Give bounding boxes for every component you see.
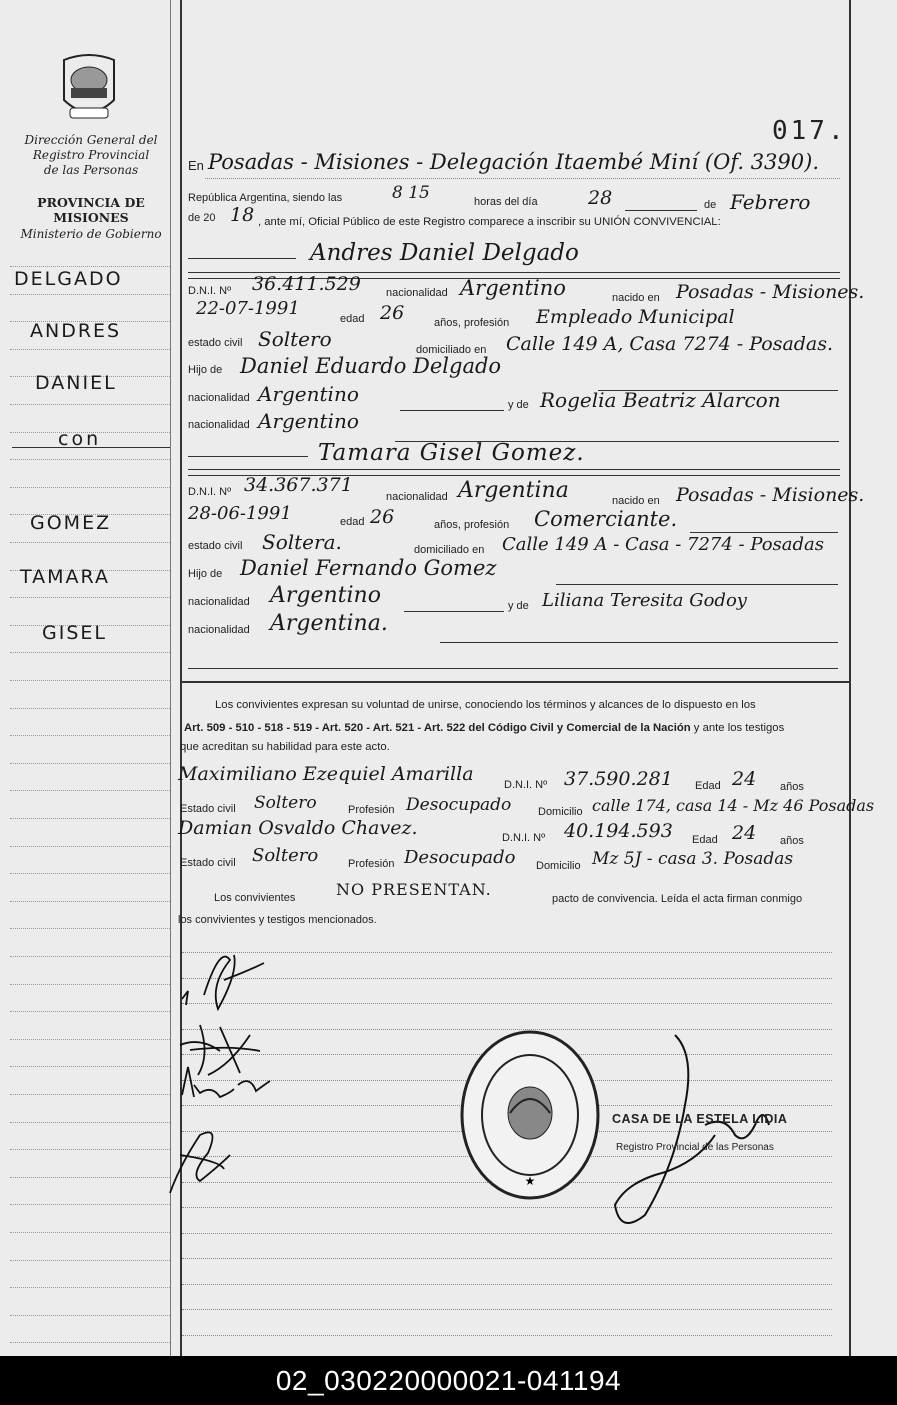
org-line-1: Dirección General del: [24, 133, 158, 147]
person1-father: Daniel Eduardo Delgado: [240, 354, 502, 378]
margin-ruled-line: [10, 956, 170, 957]
person1-mother: Rogelia Beatriz Alarcon: [540, 388, 781, 412]
margin-surname-2: GOMEZ: [30, 512, 112, 534]
margin-ruled-line: [10, 1094, 170, 1095]
margin-ruled-line: [10, 459, 170, 460]
province-name: [10, 195, 172, 225]
profession2-line: [690, 532, 838, 533]
person2-father: Daniel Fernando Gomez: [240, 556, 497, 580]
declaration-line-2: [184, 722, 784, 734]
p1-civil-label: estado civil: [188, 337, 243, 349]
margin-ruled-line: [10, 1260, 170, 1261]
body-ruled-line: [182, 1335, 832, 1336]
margin-ruled-line: [10, 597, 170, 598]
declaration-line-2-rest: y ante los testigos: [690, 722, 785, 734]
margin-firstname-1: ANDRES: [30, 320, 122, 342]
p2-dni-label: D.N.I. Nº: [188, 486, 232, 498]
father2-nat-line: [404, 611, 504, 612]
republica-label: República Argentina, siendo las: [188, 192, 343, 204]
p1-nat-label: nacionalidad: [386, 287, 448, 299]
p2-yde-label: y de: [508, 600, 529, 612]
margin-ruled-line: [10, 487, 170, 488]
witness2-address: Mz 5J - casa 3. Posadas: [592, 849, 794, 869]
registration-month: Febrero: [730, 190, 811, 214]
witness2-dni: 40.194.593: [564, 820, 673, 842]
officer-title: Registro Provincial de las Personas: [616, 1142, 774, 1153]
person1-address: Calle 149 A, Casa 7274 - Posadas.: [506, 333, 834, 355]
org-name: [10, 133, 172, 178]
en-label: En: [188, 158, 204, 173]
svg-text:★: ★: [524, 1174, 536, 1188]
w2-edad-label: Edad: [692, 834, 718, 846]
witness2-name: Damian Osvaldo Chavez.: [178, 817, 418, 839]
witness2-civil-status: Soltero: [252, 845, 319, 866]
witness1-dni: 37.590.281: [564, 768, 673, 790]
ministry-name: Ministerio de Gobierno: [20, 227, 162, 241]
margin-ruled-line: [10, 1342, 170, 1343]
registration-hour: 8 15: [392, 183, 430, 203]
person2-mother: Liliana Teresita Godoy: [542, 590, 747, 611]
p2-father-nat-label: nacionalidad: [188, 596, 250, 608]
margin-ruled-line: [10, 846, 170, 847]
person2-mother-nationality: Argentina.: [270, 611, 388, 636]
person1-birthdate: 22-07-1991: [196, 298, 300, 319]
person2-age: 26: [370, 506, 395, 528]
margin-ruled-line: [10, 1177, 170, 1178]
p1-hijo-label: Hijo de: [188, 364, 223, 376]
margin-ruled-line: [10, 1287, 170, 1288]
margin-ruled-line: [10, 1204, 170, 1205]
person2-profession: Comerciante.: [534, 507, 678, 531]
margin-ruled-line: [10, 708, 170, 709]
father1-nat-line: [400, 410, 504, 411]
province-line-1: PROVINCIA DE: [37, 195, 145, 210]
margin-ruled-line: [10, 1315, 170, 1316]
margin-conjunction: con: [58, 428, 102, 450]
witness2-profession: Desocupado: [404, 847, 516, 868]
p1-dni-label: D.N.I. Nº: [188, 285, 232, 297]
body-ruled-line: [182, 1258, 832, 1259]
name1-left-line: [188, 258, 296, 259]
margin-ruled-line: [10, 928, 170, 929]
margin-ruled-line: [10, 680, 170, 681]
declaration-line-1: Los convivientes expresan su voluntad de unirse, conociendo los términos y alcances de lo dispuesto en los: [215, 699, 756, 711]
horas-label: horas del día: [474, 196, 538, 208]
margin-ruled-line: [10, 1149, 170, 1150]
person2-end-line: [188, 668, 838, 669]
margin-ruled-line: [10, 1232, 170, 1233]
margin-middlename-2: GISEL: [42, 622, 107, 644]
w1-edad-label: Edad: [695, 780, 721, 792]
registration-place: Posadas - Misiones - Delegación Itaembé Miní (Of. 3390).: [208, 150, 819, 174]
provincial-emblem-icon: [58, 50, 120, 126]
name2-underline: [188, 469, 840, 470]
w2-dni-label: D.N.I. Nº: [502, 832, 546, 844]
w1-dni-label: D.N.I. Nº: [504, 779, 548, 791]
p2-nat-label: nacionalidad: [386, 491, 448, 503]
p2-prof-label: años, profesión: [434, 519, 510, 531]
witness1-address: calle 174, casa 14 - Mz 46 Posadas: [592, 796, 875, 815]
officer-name: CASA DE LA ESTELA LIDIA: [612, 1112, 788, 1126]
margin-ruled-line: [10, 404, 170, 405]
person1-mother-nationality: Argentino: [258, 409, 359, 433]
margin-ruled-line: [10, 818, 170, 819]
p2-edad-label: edad: [340, 516, 365, 528]
w2-civil-label: Estado civil: [180, 857, 236, 869]
p1-dom-label: domiciliado en: [416, 344, 487, 356]
margin-ruled-line: [10, 873, 170, 874]
registration-year: 18: [230, 204, 255, 226]
person2-birthplace: Posadas - Misiones.: [676, 484, 865, 506]
w1-civil-label: Estado civil: [180, 803, 236, 815]
w2-dom-label: Domicilio: [536, 860, 581, 872]
name2-left-line: [188, 456, 308, 457]
de-label: de: [704, 199, 717, 211]
p2-born-label: nacido en: [612, 495, 660, 507]
p1-mother-nat-label: nacionalidad: [188, 419, 250, 431]
pact-status: NO PRESENTAN.: [336, 880, 492, 899]
margin-ruled-line: [10, 266, 170, 267]
province-line-2: MISIONES: [53, 210, 129, 225]
declaration-line-3: que acreditan su habilidad para este acto.: [180, 741, 390, 753]
document-id-bar: [0, 1356, 897, 1405]
p1-born-label: nacido en: [612, 292, 660, 304]
margin-separator: [12, 447, 170, 448]
person1-nationality: Argentino: [460, 276, 566, 300]
p2-civil-label: estado civil: [188, 540, 243, 552]
pact-prefix: Los convivientes: [214, 892, 296, 904]
person2-dni: 34.367.371: [244, 474, 353, 496]
person1-civil-status: Soltero: [258, 327, 332, 351]
right-edge-line: [849, 0, 851, 1356]
w1-dom-label: Domicilio: [538, 806, 583, 818]
p1-edad-label: edad: [340, 313, 365, 325]
margin-ruled-line: [10, 1066, 170, 1067]
person2-address: Calle 149 A - Casa - 7274 - Posadas: [502, 534, 825, 555]
body-ruled-line: [182, 1309, 832, 1310]
person2-name: Tamara Gisel Gomez.: [318, 440, 585, 466]
margin-ruled-line: [10, 735, 170, 736]
witness1-profession: Desocupado: [406, 795, 512, 815]
folio-number: 017.: [772, 116, 847, 146]
ante-text: , ante mí, Oficial Público de este Registro comparece a inscribir su UNIÓN CONVIVENCIAL:: [258, 216, 721, 228]
body-ruled-line: [182, 1284, 832, 1285]
p1-prof-label: años, profesión: [434, 317, 510, 329]
margin-ruled-line: [10, 1039, 170, 1040]
margin-ruled-line: [10, 652, 170, 653]
pact-line-2: los convivientes y testigos mencionados.: [178, 914, 377, 926]
witness1-name: Maximiliano Ezequiel Amarilla: [178, 763, 474, 785]
section-divider: [180, 681, 849, 683]
person2-birthdate: 28-06-1991: [188, 503, 292, 524]
margin-ruled-line: [10, 1122, 170, 1123]
p1-father-nat-label: nacionalidad: [188, 392, 250, 404]
margin-ruled-line: [10, 901, 170, 902]
day-line: [625, 210, 697, 211]
p2-hijo-label: Hijo de: [188, 568, 223, 580]
person1-father-nationality: Argentino: [258, 382, 359, 406]
org-line-3: de las Personas: [43, 163, 139, 177]
witness2-age: 24: [732, 822, 757, 844]
person2-father-nationality: Argentino: [270, 583, 381, 608]
p2-dom-label: domiciliado en: [414, 544, 485, 556]
p1-yde-label: y de: [508, 399, 529, 411]
registration-day: 28: [588, 187, 613, 209]
official-stamp-icon: [455, 1025, 605, 1205]
year-prefix: de 20: [188, 212, 216, 224]
margin-ruled-line: [10, 984, 170, 985]
org-line-2: Registro Provincial: [32, 148, 150, 162]
margin-ruled-line: [10, 349, 170, 350]
person1-age: 26: [380, 302, 405, 324]
officer-signature-drawing: [605, 1025, 795, 1235]
margin-ruled-line: [10, 1011, 170, 1012]
person1-birthplace: Posadas - Misiones.: [676, 281, 865, 303]
place-line: [205, 178, 840, 179]
pact-suffix: pacto de convivencia. Leída el acta firman conmigo: [552, 893, 803, 905]
margin-ruled-line: [10, 763, 170, 764]
w2-anos-label: años: [780, 835, 804, 847]
w1-anos-label: años: [780, 781, 804, 793]
declaration-articles: Art. 509 - 510 - 518 - 519 - Art. 520 - Art. 521 - Art. 522 del Código Civil y Comercial de la Nación: [184, 722, 691, 734]
person1-name: Andres Daniel Delgado: [310, 240, 579, 266]
witness1-civil-status: Soltero: [254, 793, 317, 813]
margin-middlename-1: DANIEL: [35, 372, 117, 394]
margin-firstname-2: TAMARA: [20, 566, 110, 588]
father2-line: [556, 584, 838, 585]
mother2-nat-line: [440, 642, 838, 643]
person1-dni: 36.411.529: [252, 273, 361, 295]
margin-ruled-line: [10, 294, 170, 295]
w2-prof-label: Profesión: [348, 858, 395, 870]
p2-mother-nat-label: nacionalidad: [188, 624, 250, 636]
person1-profession: Empleado Municipal: [536, 306, 735, 328]
person2-nationality: Argentina: [458, 478, 569, 503]
margin-ruled-line: [10, 790, 170, 791]
margin-ruled-line: [10, 542, 170, 543]
signatures-drawing: [160, 925, 300, 1205]
w1-prof-label: Profesión: [348, 804, 395, 816]
witness1-age: 24: [732, 768, 757, 790]
margin-surname-1: DELGADO: [14, 268, 123, 290]
document-id-code: 02_030220000021-041194: [275, 1365, 622, 1396]
person2-civil-status: Soltera.: [262, 530, 342, 554]
